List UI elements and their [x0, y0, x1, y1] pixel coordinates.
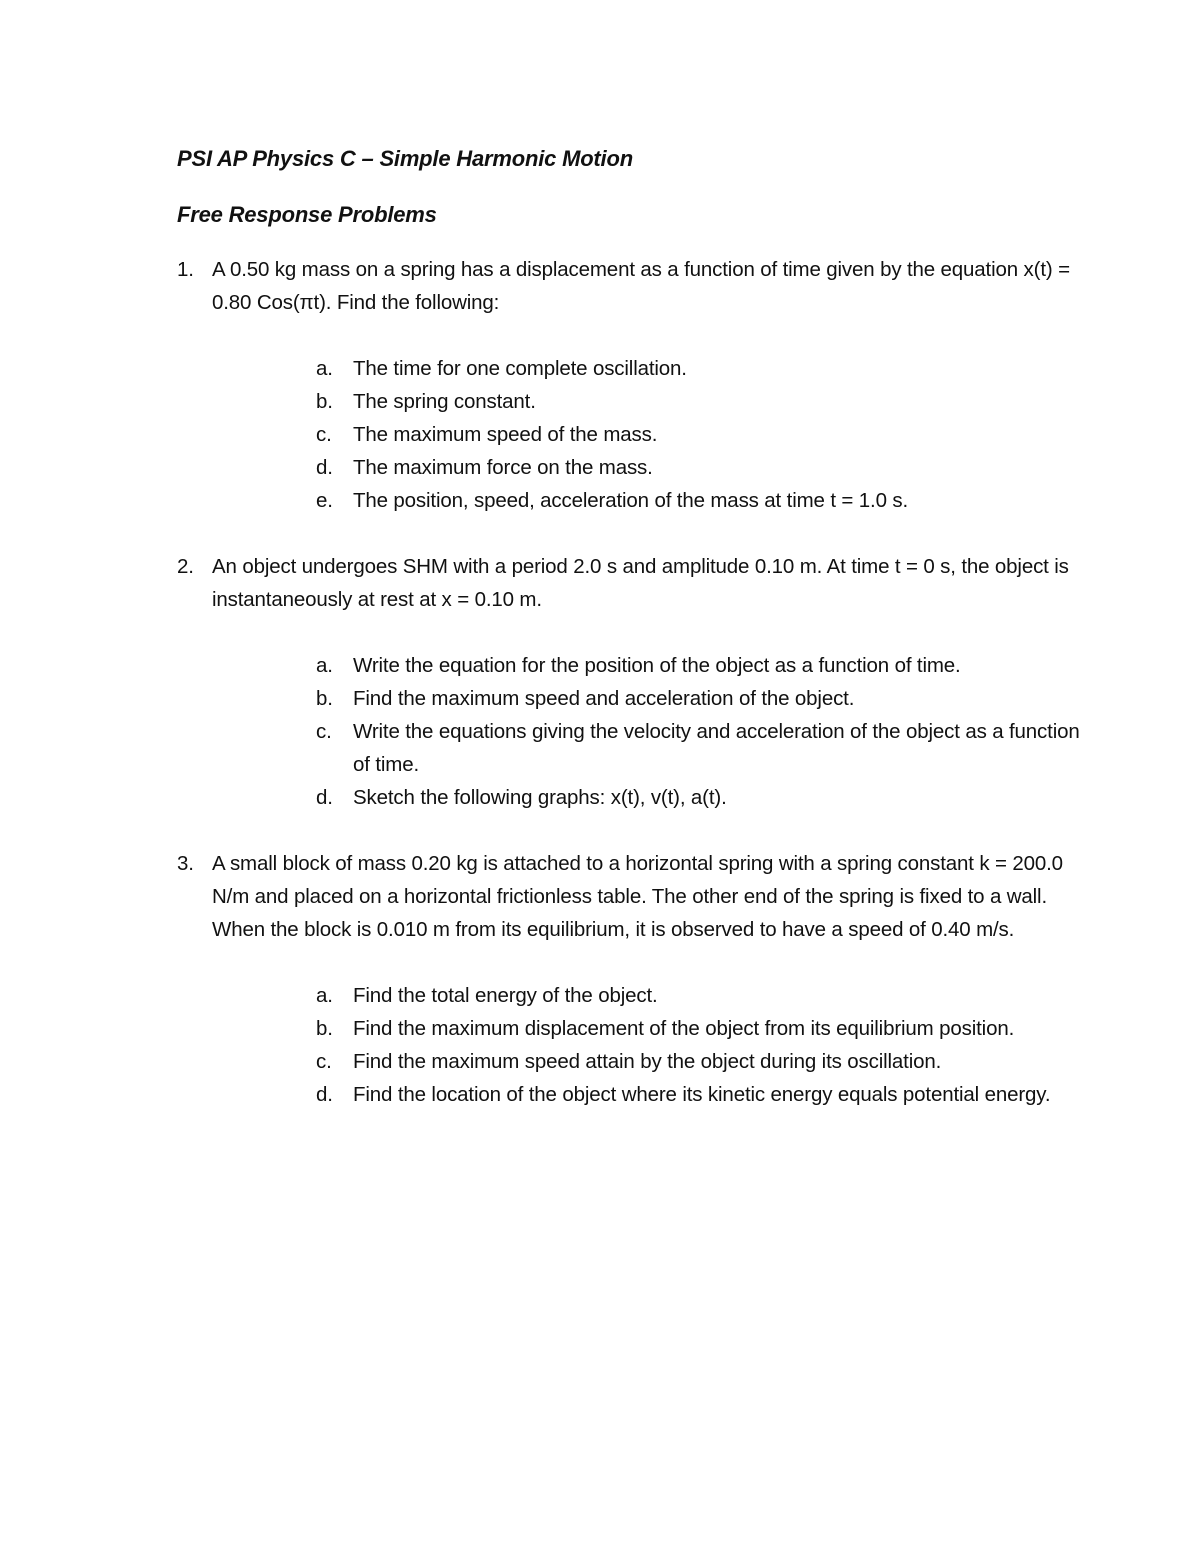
problem-number: 2.	[177, 555, 194, 578]
part-letter: b.	[316, 1017, 333, 1040]
part-letter: e.	[316, 489, 333, 512]
list-item	[177, 979, 1100, 1012]
list-item	[177, 781, 1100, 814]
list-item	[177, 451, 1100, 484]
part-letter: d.	[316, 786, 333, 809]
problem-1-parts	[177, 352, 1100, 517]
list-item	[177, 385, 1100, 418]
part-letter: a.	[316, 654, 333, 677]
list-item	[177, 484, 1100, 517]
part-letter: d.	[316, 456, 333, 479]
part-letter: b.	[316, 390, 333, 413]
part-letter: c.	[316, 423, 332, 446]
part-text: Find the maximum speed attain by the object during its oscillation.	[353, 1050, 942, 1073]
list-item	[177, 1045, 1100, 1078]
part-text: The maximum force on the mass.	[353, 456, 653, 479]
problem-text: An object undergoes SHM with a period 2.0 s and amplitude 0.10 m. At time t = 0 s, the object is instantaneously at rest at x = 0.10 m.	[212, 555, 1069, 611]
part-text: Find the maximum displacement of the object from its equilibrium position.	[353, 1017, 1015, 1040]
part-letter: d.	[316, 1083, 333, 1106]
list-item	[177, 352, 1100, 385]
problem-3	[177, 847, 1100, 946]
part-text: The maximum speed of the mass.	[353, 423, 658, 446]
list-item	[177, 682, 1100, 715]
part-text: Find the location of the object where its kinetic energy equals potential energy.	[353, 1083, 1051, 1106]
problem-3-parts	[177, 979, 1100, 1111]
part-text: Write the equation for the position of the object as a function of time.	[353, 654, 961, 677]
list-item	[177, 649, 1100, 682]
part-letter: c.	[316, 720, 332, 743]
problem-1	[177, 253, 1100, 319]
part-text: Sketch the following graphs: x(t), v(t), a(t).	[353, 786, 727, 809]
problem-2-parts	[177, 649, 1100, 814]
document-title: PSI AP Physics C – Simple Harmonic Motion	[177, 146, 633, 171]
part-text: Find the maximum speed and acceleration of the object.	[353, 687, 855, 710]
part-letter: a.	[316, 357, 333, 380]
part-letter: c.	[316, 1050, 332, 1073]
list-item	[177, 1078, 1100, 1111]
part-text: Write the equations giving the velocity and acceleration of the object as a function of time.	[353, 720, 1080, 776]
problem-text: A 0.50 kg mass on a spring has a displacement as a function of time given by the equation x(t) = 0.80 Cos(πt). Find the following:	[212, 258, 1070, 314]
problem-text: A small block of mass 0.20 kg is attached to a horizontal spring with a spring constant k = 200.0 N/m and placed on a horizontal frictionless table. The other end of the spring is fixed to a wall. When the block is 0.010 m from its equilibrium, it is observed to have a speed of 0.40 m/s.	[212, 852, 1063, 941]
part-text: The time for one complete oscillation.	[353, 357, 687, 380]
list-item	[177, 715, 1100, 781]
part-letter: a.	[316, 984, 333, 1007]
part-text: The spring constant.	[353, 390, 536, 413]
problem-number: 3.	[177, 852, 194, 875]
list-item	[177, 1012, 1100, 1045]
part-letter: b.	[316, 687, 333, 710]
problem-2	[177, 550, 1100, 616]
section-heading: Free Response Problems	[177, 202, 437, 227]
part-text: Find the total energy of the object.	[353, 984, 658, 1007]
list-item	[177, 418, 1100, 451]
part-text: The position, speed, acceleration of the mass at time t = 1.0 s.	[353, 489, 909, 512]
problem-number: 1.	[177, 258, 194, 281]
